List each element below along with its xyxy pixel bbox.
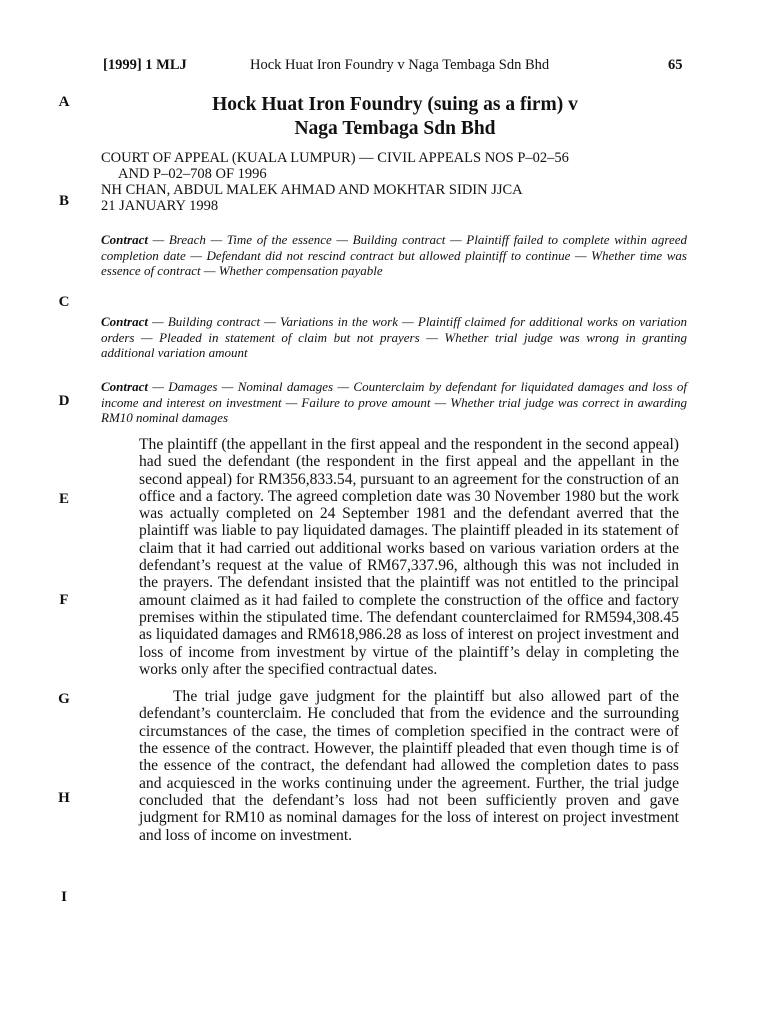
headnote-paragraph-1: The plaintiff (the appellant in the first appeal and the respondent in the second appeal) had sued the defendant (the respondent in the first appeal and the appellant in the second appeal) for RM356,833.54, pursuant to an agreement for the construction of an office and a factory. The agreed completion date was 30 November 1980 but the work was actually completed on 24 September 1981 and the defendant averred that the plaintiff was liable to pay liquidated damages. The plaintiff pleaded in its statement of claim that it had carried out additional works based on various variation orders at the defendant’s request at the value of RM67,337.96, although this was not included in the prayers. The defendant insisted that the plaintiff was not entitled to the principal amount claimed as it had failed to complete the construction of the office and factory premises within the stipulated time. The defendant counterclaimed for RM594,308.45 as liquidated damages and RM618,986.28 as loss of interest on project investment and loss of income from investment by virtue of the plaintiff’s delay in completing the works only after the specified contractual dates. xyxy=(139,436,679,678)
catchword-text: — Damages — Nominal damages — Counterclaim by defendant for liquidated damages and loss of income and interest on investment — Failure to prove amount — Whether trial judge was correct in awarding RM10 nominal damages xyxy=(101,379,687,425)
catchword-paragraph xyxy=(101,314,687,361)
margin-letter-e: E xyxy=(58,491,69,507)
margin-letter-c: C xyxy=(58,294,70,310)
headnote-paragraph-2: The trial judge gave judgment for the plaintiff but also allowed part of the defendant’s counterclaim. He concluded that from the evidence and the surrounding circumstances of the case, the times of completion specified in the contract were of the essence of the contract. However, the plaintiff pleaded that even though time is of the essence of the contract, the defendant had allowed the completion dates to pass and acquiesced in the works continuing under the agreement. Further, the trial judge concluded that the defendant’s loss had not been sufficiently proven and gave judgment for RM10 as nominal damages for the loss of interest on project investment and loss of income on investment. xyxy=(139,688,679,844)
case-title-line-1: Hock Huat Iron Foundry (suing as a firm) v xyxy=(212,94,578,115)
margin-letter-b: B xyxy=(58,193,69,209)
catchword-text: — Building contract — Variations in the work — Plaintiff claimed for additional works on variation orders — Pleaded in statement of claim but not prayers — Whether trial judge was wrong in granting additional variation amount xyxy=(101,314,687,360)
catchword-keyword: Contract xyxy=(101,314,148,329)
running-header xyxy=(0,57,768,77)
catchword-text: — Breach — Time of the essence — Building contract — Plaintiff failed to complete within agreed completion date — Defendant did not rescind contract but allowed plaintiff to continue — Whether time was essence of contract — Whether compensation payable xyxy=(101,232,687,278)
court-details xyxy=(101,150,701,214)
catchword-paragraph xyxy=(101,232,687,279)
catchword-paragraph xyxy=(101,379,687,426)
case-title xyxy=(100,93,690,141)
catchword-keyword: Contract xyxy=(101,379,148,394)
headnote-body xyxy=(139,436,679,844)
margin-letter-d: D xyxy=(58,393,70,409)
margin-letter-a: A xyxy=(58,94,70,110)
margin-letter-h: H xyxy=(58,790,70,806)
margin-letter-i: I xyxy=(61,889,67,905)
law-report-citation: [1999] 1 MLJ xyxy=(103,57,187,73)
decision-date: 21 JANUARY 1998 xyxy=(101,198,219,214)
catchword-keyword: Contract xyxy=(101,232,148,247)
page-number: 65 xyxy=(668,57,683,73)
case-title-line-2: Naga Tembaga Sdn Bhd xyxy=(294,118,496,139)
margin-letter-f: F xyxy=(59,592,69,608)
running-title: Hock Huat Iron Foundry v Naga Tembaga Sdn Bhd xyxy=(250,57,550,73)
court-line-2: AND P–02–708 OF 1996 xyxy=(118,166,267,182)
judges: NH CHAN, ABDUL MALEK AHMAD AND MOKHTAR SIDIN JJCA xyxy=(101,182,523,198)
court-line-1: COURT OF APPEAL (KUALA LUMPUR) — CIVIL APPEALS NOS P–02–56 xyxy=(101,150,569,166)
margin-letter-g: G xyxy=(58,691,70,707)
